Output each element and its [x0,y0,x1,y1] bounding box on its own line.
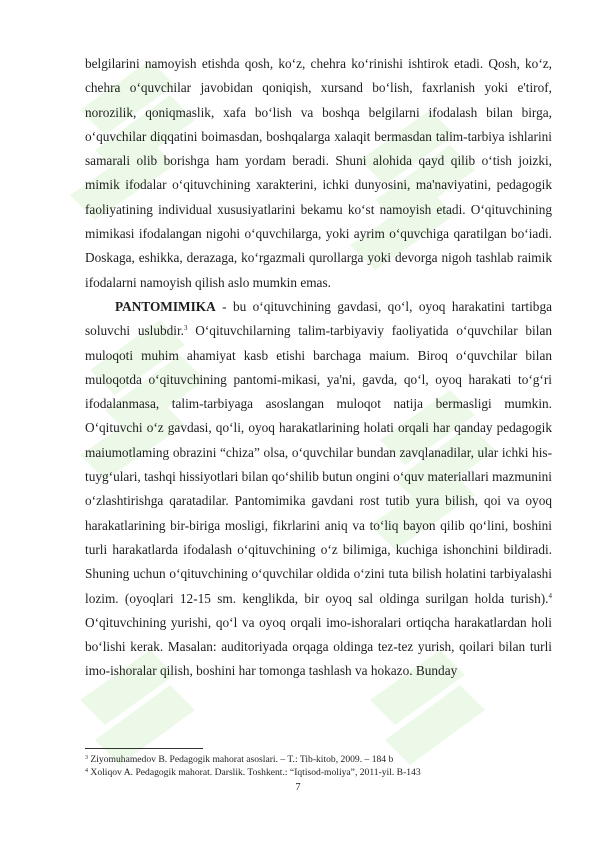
page-number: 7 [295,782,301,793]
pantomimika-term: PANTOMIMIKA [115,298,216,314]
footnote-divider [85,748,203,749]
footnote-4 [85,766,552,779]
body-text [85,52,552,684]
paragraph-2-text-a: - bu o‘qituvchining gavdasi, qo‘l, oyoq harakatini tartibga soluvchi uslubdir. [85,298,552,339]
paragraph-2-text-b: O‘qituvchilarning talim-tarbiyaviy faoliyatida o‘quvchilar bilan muloqoti muhim ahamiyat kasb etishi barchaga maium. Biroq o‘quvchilar bilan muloqotda o‘qituvchining pantomi-mikasi, ya'ni, gavda, qo‘l, oyoq harakati to‘g‘ri ifodalanmasa, talim-tarbiyaga asoslangan muloqot natija bermasligi mumkin. O‘qituvchi o‘z gavdasi, qo‘li, oyoq harakatlarining holati orqali har qanday pedagogik maiumotlaming obrazini “chiza” olsa, o‘quvchilar bundan zavqlanadilar, ular ichki his-tuyg‘ulari, tashqi hissiyotlari bilan qo‘shilib butun ongini o‘quv materiallari mazmunini o‘zlashtirishga qaratadilar. Pantomimika gavdani rost tutib yura bilish, qoi va oyoq harakatlarining bir-biriga mosligi, fikrlarini aniq va to‘liq bayon qilib qo‘lini, boshini turli harakatlarda ifodalash o‘qituvchining o‘z bilimiga, kuchiga ishonchini bildiradi. Shuning uchun o‘qituvchining o‘quvchilar oldida o‘zini tuta bilish holatini tarbiyalashi lozim. (oyoqlari 12-15 sm. kenglikda, bir oyoq sal oldinga surilgan holda turish). [85,323,552,606]
footnotes [85,753,552,779]
footnote-number: 4 [85,768,88,774]
footnote-ref-4: 4 [548,591,552,600]
footnote-text: Xoliqov A. Pedagogik mahorat. Darslik. Toshkent.: “Iqtisod-moliya”, 2011-yil. B-143 [88,767,421,778]
footnote-ref-3: 3 [184,324,188,333]
footnote-3 [85,753,552,766]
paragraph-1: belgilarini namoyish etishda qosh, ko‘z, chehra ko‘rinishi ishtirok etadi. Qosh, ko‘z, chehra o‘quvchilar javobidan qoniqish, xursand bo‘lish, faxrlanish yoki e'tirof, norozilik, qoniqmaslik, xafa bo‘lish va boshqa belgilarni ifodalash bilan birga, o‘quvchilar diqqatini boimasdan, boshqalarga xalaqit bermasdan talim-tarbiya ishlarini samarali olib borishga ham yordam beradi. Shuni alohida qayd qilib o‘tish joizki, mimik ifodalar o‘qituvchining xarakterini, ichki dunyosini, ma'naviyatini, pedagogik faoliyatining individual xususiyatlarini bekamu ko‘st namoyish etadi. O‘qituvchining mimikasi ifodalangan nigohi o‘quvchilarga, yoki ayrim o‘quvchiga qaratilgan bo‘iadi. Doskaga, eshikka, derazaga, ko‘rgazmali qurollarga yoki devorga nigoh tashlab raimik ifodalarni namoyish qilish aslo mumkin emas. [85,56,552,290]
paragraph-2-text-c: O‘qituvchining yurishi, qo‘l va oyoq orqali imo-ishoralari ortiqcha harakatlardan holi bo‘lishi kerak. Masalan: auditoriyada orqaga oldinga tez-tez yurish, qoilari bilan turli imo-ishoralar qilish, boshini har tomonga tashlash va hokazo. Bunday [85,614,552,679]
footnote-text: Ziyomuhamedov B. Pedagogik mahorat asoslari. – T.: Tib-kitob, 2009. – 184 b [88,754,394,765]
paragraph-2 [85,295,552,684]
footnote-number: 3 [85,755,88,761]
